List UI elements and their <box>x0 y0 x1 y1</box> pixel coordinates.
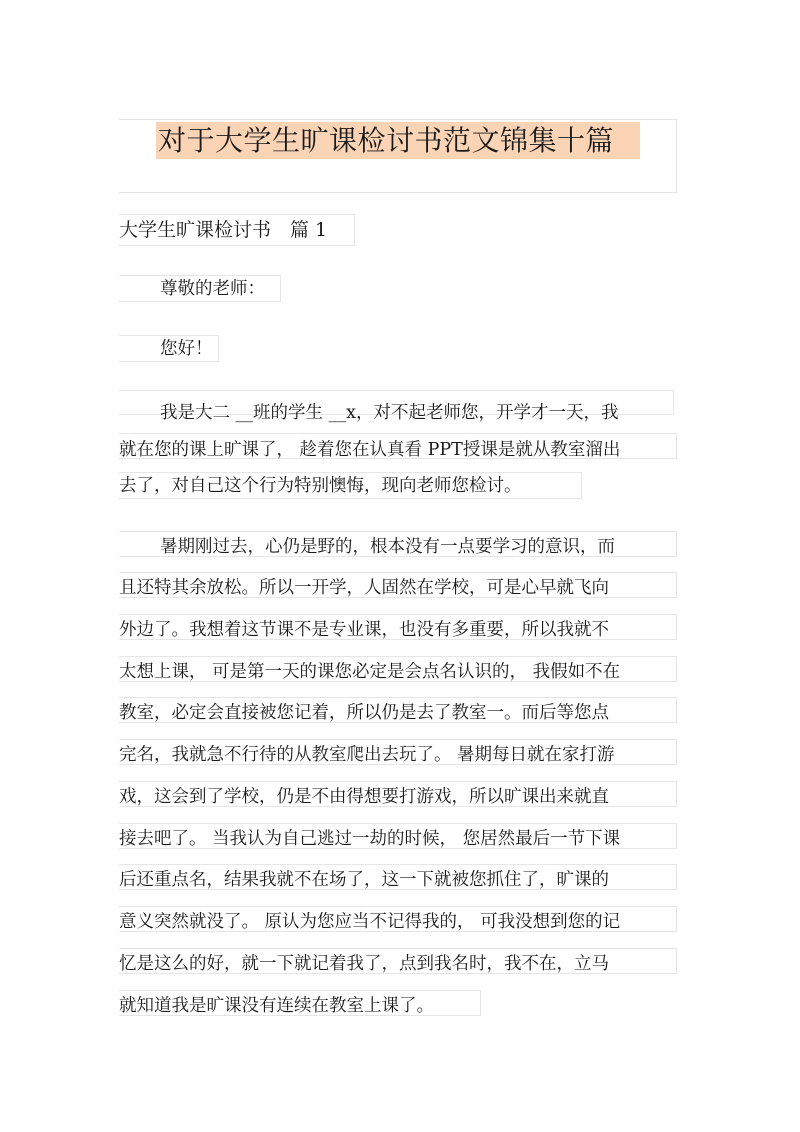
salutation: 尊敬的老师： <box>160 279 265 299</box>
paragraph-line: 戏，这会到了学校，仍是不由得想要打游戏，所以旷课出来就直 <box>119 787 609 807</box>
paragraph-line: 暑期刚过去，心仍是野的，根本没有一点要学习的意识，而 <box>160 537 615 557</box>
paragraph-line: 完名，我就急不行待的从教室爬出去玩了。 暑期每日就在家打游 <box>119 745 615 765</box>
paragraph-line: 意义突然就没了。 原认为您应当不记得我的， 可我没想到您的记 <box>119 912 621 932</box>
paragraph-line: 就知道我是旷课没有连续在教室上课了。 <box>119 996 434 1016</box>
paragraph-line: 太想上课， 可是第一天的课您必定是会点名认识的， 我假如不在 <box>119 662 621 682</box>
paragraph-line: 外边了。我想着这节课不是专业课，也没有多重要，所以我就不 <box>119 620 609 640</box>
paragraph-line: 且还特其余放松。所以一开学，人固然在学校，可是心早就飞向 <box>119 578 609 598</box>
paragraph-line: 忆是这么的好，就一下就记着我了，点到我名时，我不在，立马 <box>119 954 609 974</box>
document-title: 对于大学生旷课检讨书范文锦集十篇 <box>158 124 615 157</box>
paragraph-line: 接去吧了。 当我认为自己逃过一劫的时候， 您居然最后一节下课 <box>119 829 621 849</box>
paragraph-line: 后还重点名，结果我就不在场了，这一下就被您抓住了，旷课的 <box>119 870 609 890</box>
paragraph-line: 去了，对自己这个行为特别懊悔，现向老师您检讨。 <box>119 476 522 496</box>
section-heading: 大学生旷课检讨书 篇 1 <box>119 219 328 241</box>
paragraph-line: 我是大二 __班的学生 __x，对不起老师您，开学才一天，我 <box>160 403 619 423</box>
greeting: 您好！ <box>160 339 213 359</box>
paragraph-line: 教室，必定会直接被您记着，所以仍是去了教室一。而后等您点 <box>119 703 609 723</box>
paragraph-line: 就在您的课上旷课了， 趁着您在认真看 PPT授课是就从教室溜出 <box>119 440 621 460</box>
